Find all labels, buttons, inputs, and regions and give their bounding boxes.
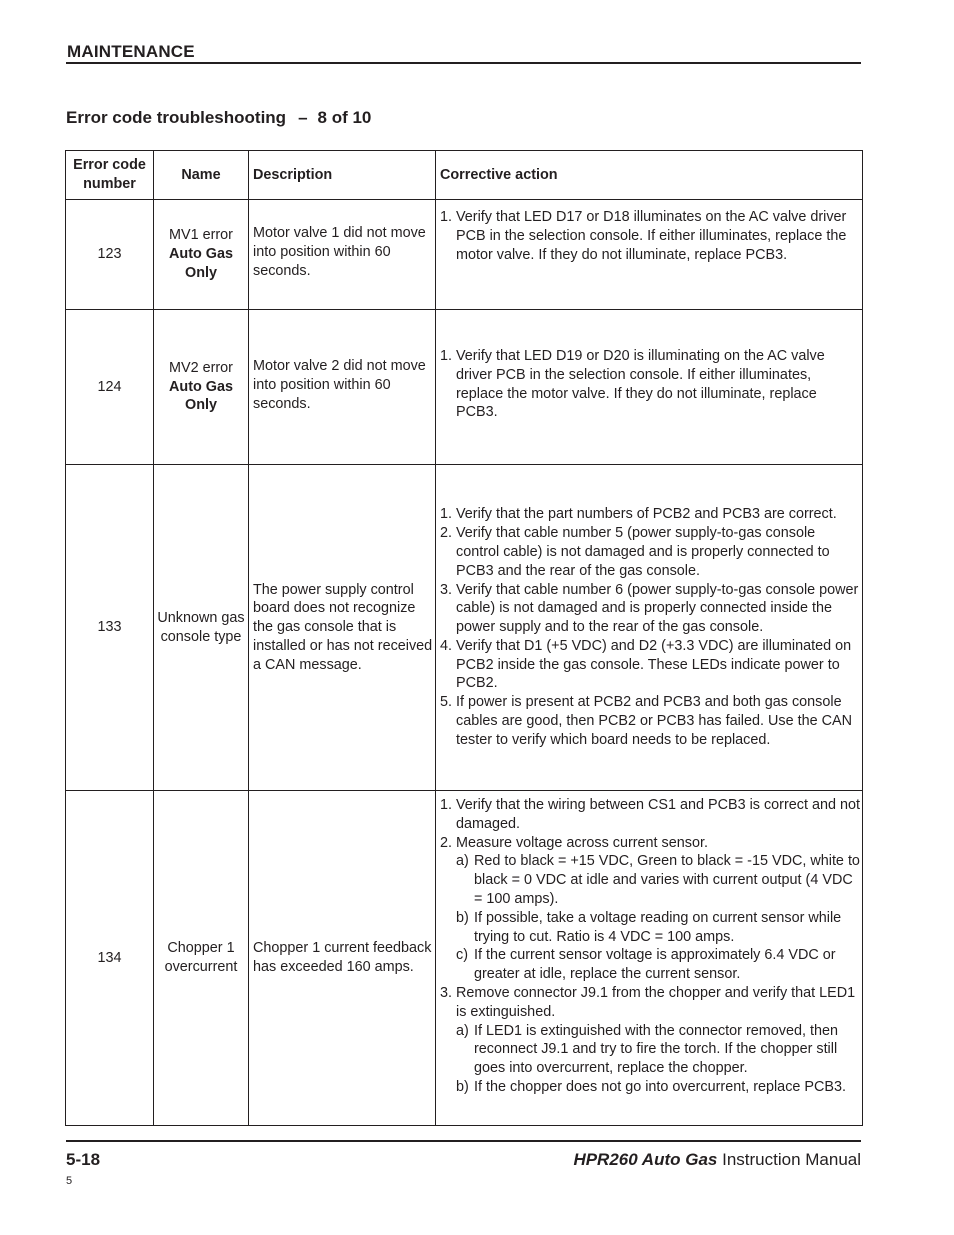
list-item [440,1022,860,1078]
manual-title [573,1150,861,1170]
list-item [440,693,860,749]
error-name-cell: Unknown gas console type [154,465,249,791]
error-name-cell [154,200,249,310]
sub-step-letter: c) [456,947,468,964]
error-name: MV2 error [169,359,233,376]
page-number: 5-18 [66,1150,101,1169]
step-number: 1. [440,506,453,523]
step-text: Verify that cable number 6 (power supply-to-gas console power cable) is not damaged and is properly connected inside the power supply and to the rear of the gas console. [456,581,859,636]
table-row [66,791,863,1126]
list-item [440,984,860,1097]
description-cell: Motor valve 1 did not move into position within 60 seconds. [249,200,436,310]
sub-step-text: If the current sensor voltage is approximately 6.4 VDC or greater at idle, replace the current sensor. [474,947,836,983]
section-header: MAINTENANCE [67,42,195,61]
header-corrective-action: Corrective action [436,151,863,200]
page-title-text: Error code troubleshooting [66,108,287,127]
list-item [440,852,860,908]
step-text: Verify that cable number 5 (power supply-to-gas console control cable) is not damaged and is properly connected to PCB3 and the rear of the gas console. [456,525,830,579]
list-item [440,796,860,834]
list-item [440,637,860,693]
title-separator: – [298,108,308,127]
error-code-cell: 134 [66,791,154,1126]
sub-step-letter: a) [456,1022,469,1039]
step-text: Remove connector J9.1 from the chopper and verify that LED1 is extinguished. [456,984,856,1020]
step-text: Verify that D1 (+5 VDC) and D2 (+3.3 VDC) are illuminated on PCB2 inside the gas console. These LEDs indicate power to PCB2. [456,637,852,692]
sub-step-text: If possible, take a voltage reading on current sensor while trying to cut. Ratio is 4 VDC = 100 amps. [474,909,842,945]
chapter-number: 5 [66,1175,73,1187]
header-name: Name [154,151,249,200]
sub-steps [440,852,860,984]
sub-steps [440,1022,860,1097]
error-name-cell: Chopper 1 overcurrent [154,791,249,1126]
list-item [440,946,860,984]
list-item [440,524,860,580]
sub-step-text: If LED1 is extinguished with the connector removed, then reconnect J9.1 and try to fire the torch. If the chopper still goes into overcurrent, replace the chopper. [474,1022,838,1077]
header-description: Description [249,151,436,200]
step-number: 5. [440,694,453,711]
step-text: If power is present at PCB2 and PCB3 and both gas console cables are good, then PCB2 or PCB3 has failed. Use the CAN tester to verify which board needs to be replaced. [456,694,852,748]
step-text: Measure voltage across current sensor. [456,834,708,851]
table-row [66,310,863,465]
description-cell: The power supply control board does not recognize the gas console that is installed or has not received a CAN message. [249,465,436,791]
list-item [440,1078,860,1097]
action-steps [440,208,860,264]
list-item [440,909,860,947]
footer-divider [66,1140,861,1142]
description-cell: Motor valve 2 did not move into position within 60 seconds. [249,310,436,465]
description-cell: Chopper 1 current feedback has exceeded 160 amps. [249,791,436,1126]
table-header-row [66,151,863,200]
error-name-cell [154,310,249,465]
sub-step-letter: b) [456,909,469,926]
only-note: Only [185,397,217,414]
header-divider [66,62,861,64]
sub-step-letter: b) [456,1078,469,1095]
header-error-code: Error code number [66,151,154,200]
error-code-cell: 133 [66,465,154,791]
corrective-action-cell [436,200,863,310]
list-item [440,505,860,524]
table-row [66,465,863,791]
action-steps [440,796,860,1097]
auto-gas-note: Auto Gas [169,246,233,263]
sub-step-text: If the chopper does not go into overcurrent, replace PCB3. [474,1078,846,1095]
step-text: Verify that LED D19 or D20 is illuminating on the AC valve driver PCB in the selection console. If either illuminates, replace the motor valve. If they do not illuminate, replace PCB3. [456,348,825,421]
sub-step-text: Red to black = +15 VDC, Green to black = -15 VDC, white to black = 0 VDC at idle and varies with current output (4 VDC = 100 amps). [474,853,860,907]
list-item [440,834,860,984]
table-row [66,200,863,310]
step-number: 1. [440,209,453,225]
manual-name: Instruction Manual [722,1150,861,1169]
step-text: Verify that the wiring between CS1 and PCB3 is correct and not damaged. [456,797,860,832]
error-name: MV1 error [169,227,233,244]
action-steps [440,505,860,749]
error-code-cell: 124 [66,310,154,465]
sub-step-letter: a) [456,853,469,870]
page-title [66,108,371,128]
step-number: 3. [440,984,453,1001]
corrective-action-cell [436,465,863,791]
corrective-action-cell [436,310,863,465]
list-item [440,581,860,637]
list-item [440,208,860,264]
error-code-table [65,150,863,1126]
step-text: Verify that the part numbers of PCB2 and PCB3 are correct. [456,506,837,523]
step-number: 2. [440,525,453,542]
error-code-cell: 123 [66,200,154,310]
auto-gas-note: Auto Gas [169,378,233,395]
list-item [440,347,860,422]
page-counter: 8 of 10 [317,108,372,127]
product-name: HPR260 Auto Gas [573,1150,718,1169]
action-steps [440,347,860,422]
step-number: 3. [440,581,453,598]
step-number: 2. [440,834,453,851]
corrective-action-cell [436,791,863,1126]
only-note: Only [185,264,217,281]
step-number: 1. [440,348,453,364]
step-number: 4. [440,637,453,654]
step-number: 1. [440,797,453,813]
step-text: Verify that LED D17 or D18 illuminates on the AC valve driver PCB in the selection console. If either illuminates, replace the motor valve. If they do not illuminate, replace PCB3. [456,209,847,263]
